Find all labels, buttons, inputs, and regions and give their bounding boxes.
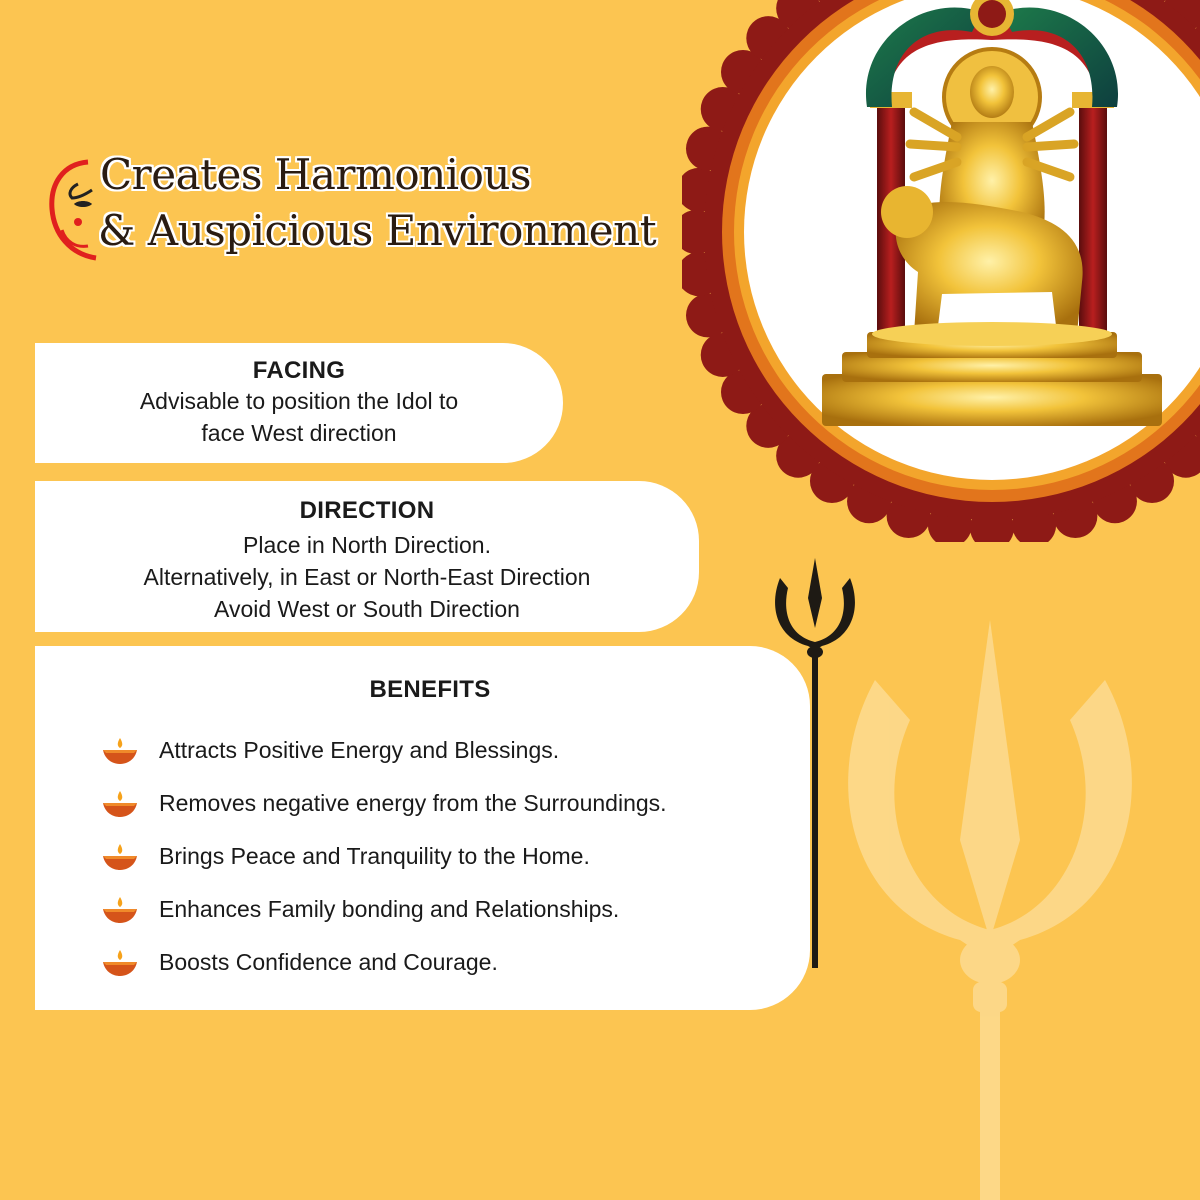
benefits-list bbox=[101, 724, 667, 989]
headline-line-1: Creates Harmonious bbox=[100, 150, 531, 199]
trishul-icon bbox=[770, 558, 860, 978]
benefit-text: Boosts Confidence and Courage. bbox=[159, 949, 498, 975]
idol-medallion bbox=[682, 0, 1200, 542]
benefit-text: Brings Peace and Tranquility to the Home. bbox=[159, 843, 590, 869]
benefits-card bbox=[35, 646, 810, 1010]
list-item bbox=[101, 883, 667, 936]
benefit-text: Enhances Family bonding and Relationships. bbox=[159, 896, 620, 922]
benefit-text: Removes negative energy from the Surroundings. bbox=[159, 790, 667, 816]
facing-title: FACING bbox=[252, 357, 346, 384]
direction-line-1: Place in North Direction. bbox=[243, 532, 491, 558]
list-item bbox=[101, 936, 667, 989]
direction-card bbox=[35, 481, 699, 632]
list-item bbox=[101, 777, 667, 830]
benefit-text: Attracts Positive Energy and Blessings. bbox=[159, 737, 560, 763]
diya-icon bbox=[101, 948, 139, 978]
facing-line-2: face West direction bbox=[201, 420, 397, 446]
headline-line-2: & Auspicious Environment bbox=[98, 206, 657, 255]
direction-title: DIRECTION bbox=[299, 497, 435, 524]
diya-icon bbox=[101, 736, 139, 766]
trishul-watermark-icon bbox=[840, 610, 1140, 1200]
diya-icon bbox=[101, 789, 139, 819]
headline bbox=[48, 150, 668, 270]
diya-icon bbox=[101, 842, 139, 872]
direction-line-3: Avoid West or South Direction bbox=[214, 596, 520, 622]
list-item bbox=[101, 724, 667, 777]
facing-card bbox=[35, 343, 563, 463]
list-item bbox=[101, 830, 667, 883]
direction-line-2: Alternatively, in East or North-East Direction bbox=[143, 564, 591, 590]
benefits-title: BENEFITS bbox=[369, 676, 491, 703]
facing-line-1: Advisable to position the Idol to bbox=[139, 388, 459, 414]
diya-icon bbox=[101, 895, 139, 925]
